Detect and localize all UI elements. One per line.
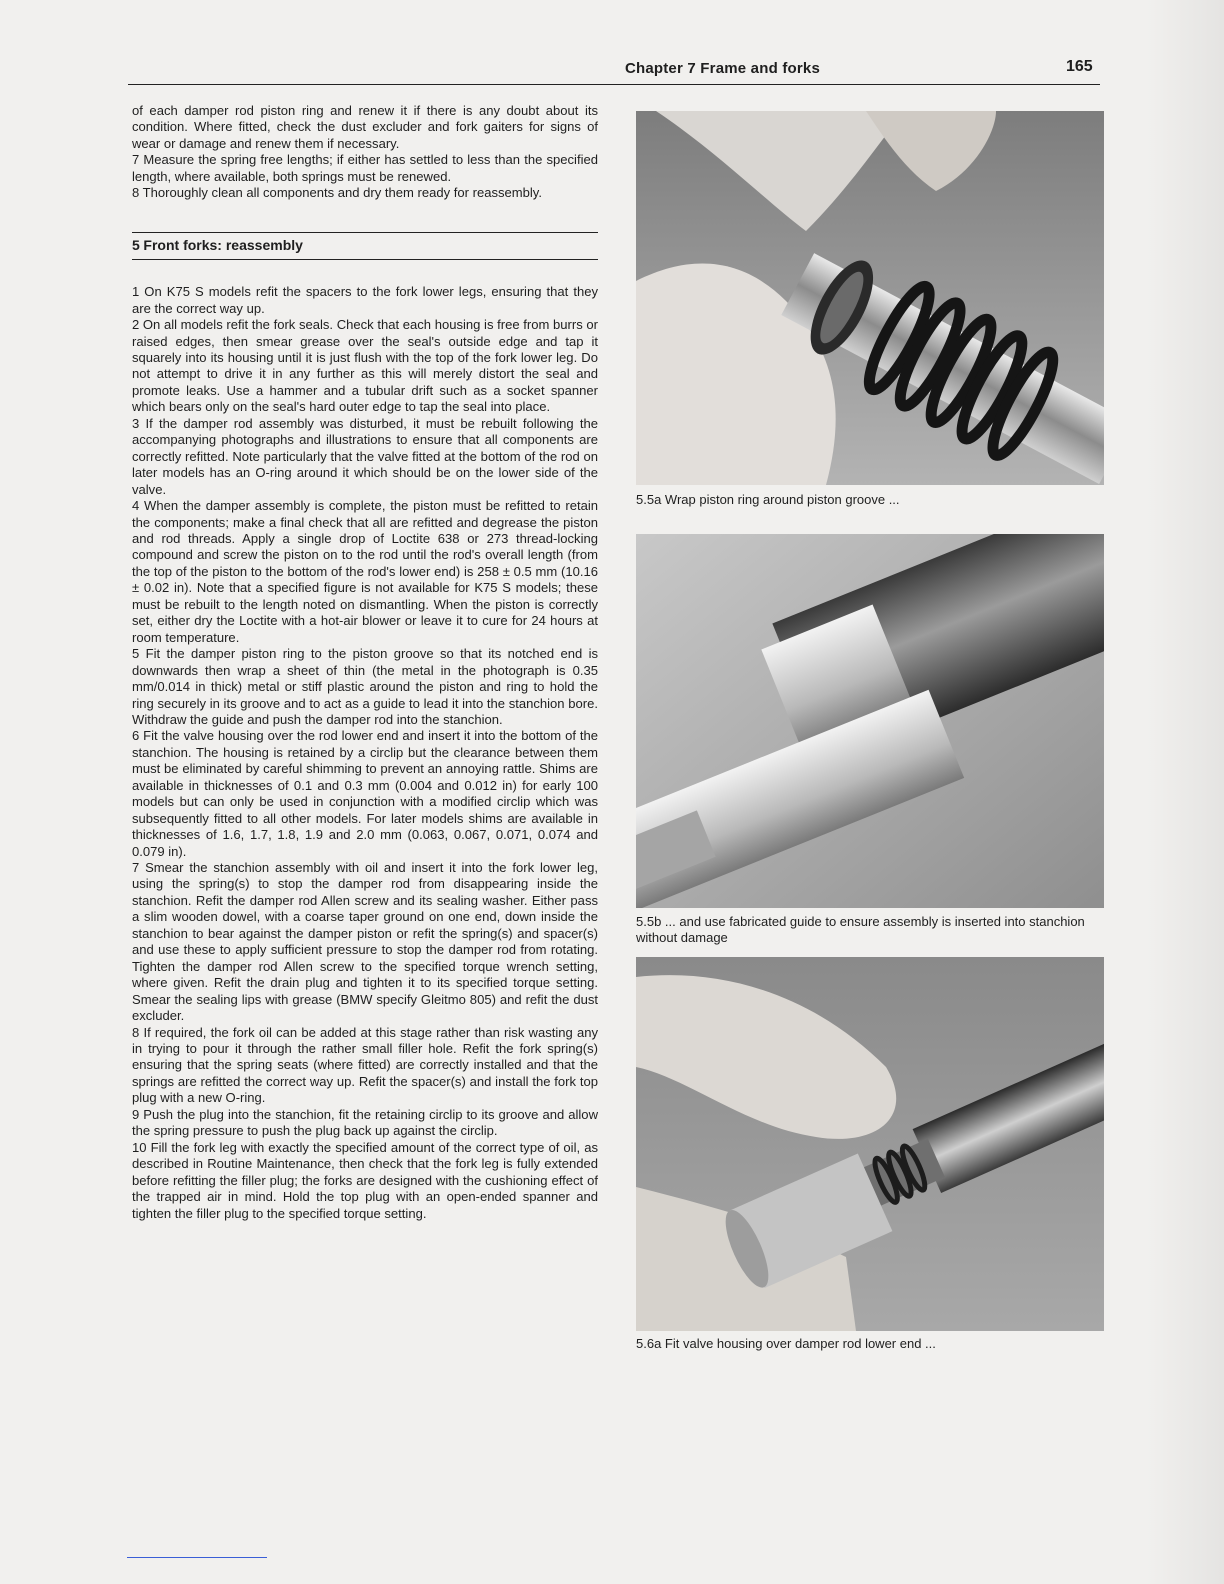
page-number: 165 <box>1066 58 1093 75</box>
paragraph: 6 Fit the valve housing over the rod lower end and insert it into the bottom of the stanchion. The housing is retained by a circlip but the clearance between them must be eliminated by careful shimming to prevent an annoying rattle. Shims are available in thicknesses of 0.1 and 0.3 mm (0.004 and 0.012 in) for early 100 models but can only be used in conjunction with a modified circlip which was subsequently fitted to all other models. For later models shims are available in thicknesses of 1.6, 1.7, 1.8, 1.9 and 2.0 mm (0.063, 0.067, 0.071, 0.074 and 0.079 in). <box>132 728 598 859</box>
paragraph: 3 If the damper rod assembly was disturbed, it must be rebuilt following the accompanying photographs and illustrations to ensure that all components are correctly refitted. Note particularly that the valve fitted at the bottom of the rod on later models has an O-ring around it which should be on the lower side of the valve. <box>132 415 598 497</box>
paragraph: 8 If required, the fork oil can be added at this stage rather than risk wasting any in trying to pour it through the rather small filler hole. Refit the fork spring(s) ensuring that the spring seats (where fitted) are correctly installed and that the springs are refitted the correct way up. Refit the spacer(s) and install the fork top plug with a new O-ring. <box>132 1024 598 1106</box>
paragraph: 8 Thoroughly clean all components and dry them ready for reassembly. <box>132 185 542 201</box>
section-title: Front forks: reassembly <box>143 236 303 253</box>
photo-caption: 5.5a Wrap piston ring around piston groove ... <box>636 492 900 507</box>
text-column <box>132 103 598 1222</box>
paragraph: 10 Fill the fork leg with exactly the specified amount of the correct type of oil, as described in Routine Maintenance, then check that the fork leg is fully extended before refitting the filler plug; the forks are designed with the cushioning effect of the trapped air in mind. Hold the top plug with an open-ended spanner and tighten the filler plug to the specified torque setting. <box>132 1139 598 1221</box>
paragraph: 2 On all models refit the fork seals. Check that each housing is free from burrs or raised edges, then smear grease over the seal's outside edge and tap it squarely into its housing until it is just flush with the top of the fork lower leg. Do not attempt to drive it in any further as this will merely distort the seal and promote leaks. Use a hammer and a tubular drift such as a socket spanner which bears only on the seal's hard outer edge to tap the seal into place. <box>132 317 598 415</box>
page-shadow <box>1146 0 1224 1584</box>
header-divider <box>128 84 1100 85</box>
paragraph: of each damper rod piston ring and renew it if there is any doubt about its condition. Where fitted, check the dust excluder and fork gaiters for signs of wear or damage and renew them if necessary. <box>132 103 598 151</box>
paragraph: 4 When the damper assembly is complete, the piston must be refitted to retain the components; make a final check that all are refitted and degrease the piston and rod threads. Apply a single drop of Loctite 638 or 273 thread-locking compound and screw the piston on to the rod until the rod's overall length (from the top of the piston to the bottom of the rod's lower end) is 258 ± 0.5 mm (10.16 ± 0.02 in). Note that a specified figure is not available for K75 S models; these must be rebuilt to the length noted on dismantling. When the piston is correctly set, either dry the Loctite with a hot-air blower or leave it to cure for 24 hours at room temperature. <box>132 498 598 645</box>
chapter-title: Chapter 7 Frame and forks <box>624 60 820 77</box>
footnote-rule <box>127 1557 267 1558</box>
section-number: 5 <box>132 236 140 253</box>
section-heading-box <box>132 232 598 260</box>
paragraph: 1 On K75 S models refit the spacers to the fork lower legs, ensuring that they are the correct way up. <box>132 284 598 316</box>
photo-caption: 5.6a Fit valve housing over damper rod lower end ... <box>636 1336 936 1351</box>
photo-caption: 5.5b ... and use fabricated guide to ensure assembly is inserted into stanchion without damage <box>636 914 1085 945</box>
paragraph: 9 Push the plug into the stanchion, fit the retaining circlip to its groove and allow the spring pressure to push the plug back up against the circlip. <box>132 1106 598 1139</box>
photo-piston-ring <box>636 111 1104 485</box>
paragraph: 5 Fit the damper piston ring to the piston groove so that its notched end is downwards then wrap a sheet of thin (the metal in the photograph is 0.35 mm/0.014 in thick) metal or stiff plastic around the piston and ring to hold the ring securely in its groove and to act as a guide to lead it into the stanchion bore. Withdraw the guide and push the damper rod into the stanchion. <box>132 646 598 727</box>
paragraph: 7 Smear the stanchion assembly with oil and insert it into the fork lower leg, using the spring(s) to stop the damper rod from disappearing inside the stanchion. Refit the damper rod Allen screw and its sealing washer. Either pass a slim wooden dowel, with a coarse taper ground on one end, down inside the stanchion to bear against the damper piston or refit the spring(s) and spacer(s) and use these to apply sufficient pressure to stop the damper rod from rotating. Tighten the damper rod Allen screw to the specified torque wrench setting, where given. Refit the drain plug and tighten it to its specified torque setting. Smear the sealing lips with grease (BMW specify Gleitmo 805) and refit the dust excluder. <box>132 860 598 1024</box>
photo-valve-housing <box>636 957 1104 1331</box>
photo-fabricated-guide <box>636 534 1104 908</box>
paragraph: 7 Measure the spring free lengths; if either has settled to less than the specified length, where available, both springs must be renewed. <box>132 152 598 184</box>
